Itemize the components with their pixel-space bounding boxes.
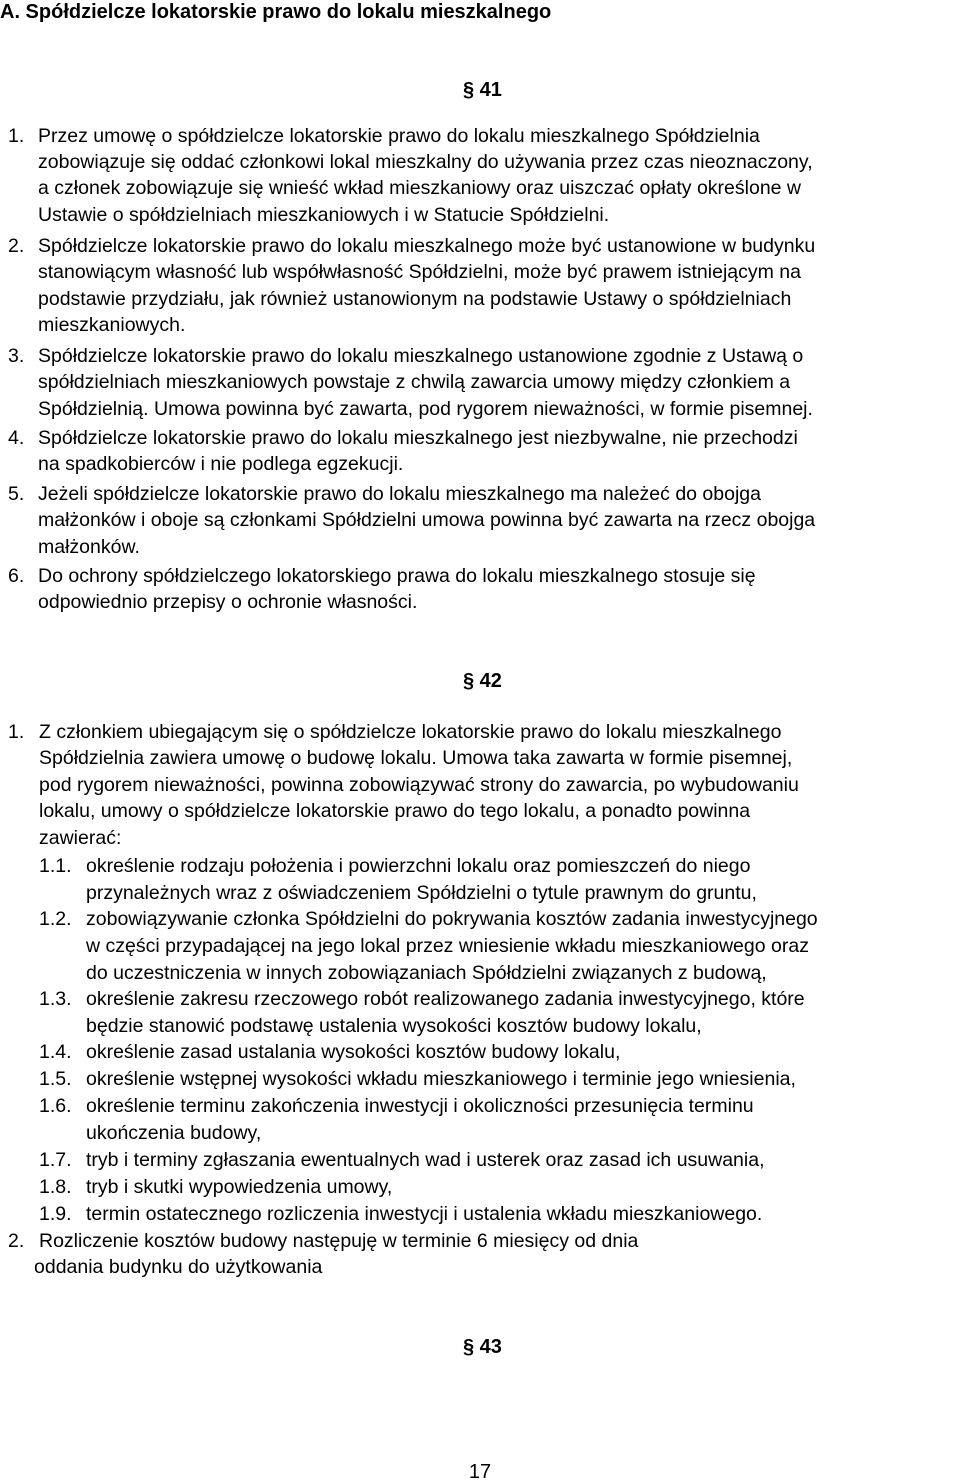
text-line: w części przypadającej na jego lokal przez wniesienie wkładu mieszkaniowego oraz bbox=[86, 935, 809, 957]
paragraph-number: 2. bbox=[8, 235, 25, 257]
text-line: zobowiązywanie członka Spółdzielni do pokrywania kosztów zadania inwestycyjnego bbox=[86, 908, 818, 930]
text-line: na spadkobierców i nie podlega egzekucji. bbox=[38, 453, 404, 476]
section-mark-42: § 42 bbox=[463, 670, 502, 692]
text-line: podstawie przydziału, jak również ustanowionym na podstawie Ustawy o spółdzielniach bbox=[38, 287, 792, 310]
paragraph-number: 1. bbox=[8, 125, 25, 147]
text-line: tryb i skutki wypowiedzenia umowy, bbox=[86, 1176, 393, 1198]
paragraph-41-5 bbox=[8, 481, 960, 560]
text-line: spółdzielniach mieszkaniowych powstaje z chwilą zawarcia umowy między członkiem a bbox=[38, 371, 791, 394]
subitem-1-7 bbox=[39, 1147, 960, 1174]
paragraph-number: 6. bbox=[8, 565, 25, 587]
text-line: będzie stanowić podstawę ustalenia wysokości kosztów budowy lokalu, bbox=[86, 1015, 702, 1037]
subitem-1-1 bbox=[39, 853, 960, 907]
paragraph-41-1 bbox=[8, 123, 960, 149]
text-line: zawierać: bbox=[39, 826, 122, 849]
paragraph-42-2-cont bbox=[34, 1254, 960, 1280]
text-line: określenie zakresu rzeczowego robót realizowanego zadania inwestycyjnego, które bbox=[86, 988, 805, 1010]
text-line: do uczestniczenia w innych zobowiązaniach Spółdzielni związanych z budową, bbox=[86, 962, 767, 984]
text-line: Jeżeli spółdzielcze lokatorskie prawo do lokalu mieszkalnego ma należeć do obojga bbox=[38, 483, 761, 505]
paragraph-number: 2. bbox=[8, 1230, 25, 1252]
text-line: Z członkiem ubiegającym się o spółdzielcze lokatorskie prawo do lokalu mieszkalnego bbox=[39, 721, 782, 743]
text-line: zobowiązuje się oddać członkowi lokal mieszkalny do używania przez czas nieoznaczony, bbox=[38, 151, 813, 173]
paragraph-42-1 bbox=[8, 719, 960, 851]
paragraph-41-6 bbox=[8, 563, 960, 616]
paragraph-number: 3. bbox=[8, 345, 25, 367]
subitem-number: 1.5. bbox=[39, 1068, 72, 1090]
text-line: Przez umowę o spółdzielcze lokatorskie prawo do lokalu mieszkalnego Spółdzielnia bbox=[38, 125, 760, 147]
text-line: ukończenia budowy, bbox=[86, 1122, 262, 1144]
subitem-number: 1.8. bbox=[39, 1176, 72, 1198]
paragraph-number: 4. bbox=[8, 427, 25, 449]
subitem-1-2 bbox=[39, 906, 960, 987]
paragraph-number: 5. bbox=[8, 483, 25, 505]
text-line: Spółdzielnią. Umowa powinna być zawarta, pod rygorem nieważności, w formie pisemnej. bbox=[38, 397, 813, 420]
subitem-1-9 bbox=[39, 1201, 960, 1228]
text-line: mieszkaniowych. bbox=[38, 314, 186, 337]
text-line: określenie rodzaju położenia i powierzchni lokalu oraz pomieszczeń do niego bbox=[86, 855, 751, 877]
subitem-1-5 bbox=[39, 1066, 960, 1093]
subitem-1-8 bbox=[39, 1174, 960, 1201]
text-line: przynależnych wraz z oświadczeniem Spółdzielni o tytule prawnym do gruntu, bbox=[86, 882, 757, 904]
text-line: małżonków. bbox=[38, 535, 140, 558]
text-line: określenie terminu zakończenia inwestycji i okoliczności przesunięcia terminu bbox=[86, 1095, 754, 1117]
document-heading: A. Spółdzielcze lokatorskie prawo do lokalu mieszkalnego bbox=[0, 1, 552, 23]
subitem-number: 1.2. bbox=[39, 908, 72, 930]
text-line: Do ochrony spółdzielczego lokatorskiego prawa do lokalu mieszkalnego stosuje się bbox=[38, 565, 756, 587]
text-line: Spółdzielnia zawiera umowę o budowę lokalu. Umowa taka zawarta w formie pisemnej, bbox=[39, 747, 793, 770]
subitem-number: 1.6. bbox=[39, 1095, 72, 1117]
section-mark-41: § 41 bbox=[463, 79, 502, 101]
subitem-number: 1.4. bbox=[39, 1041, 72, 1063]
paragraph-number: 1. bbox=[8, 721, 25, 743]
text-line: określenie wstępnej wysokości wkładu mieszkaniowego i terminie jego wniesienia, bbox=[86, 1068, 796, 1090]
section-mark-43: § 43 bbox=[463, 1336, 502, 1358]
text-line: termin ostatecznego rozliczenia inwestycji i ustalenia wkładu mieszkaniowego. bbox=[86, 1203, 763, 1225]
text-line: pod rygorem nieważności, powinna zobowiązywać strony do zawarcia, po wybudowaniu bbox=[39, 773, 799, 796]
text-line: a członek zobowiązuje się wnieść wkład mieszkaniowy oraz uiszczać opłaty określone w bbox=[38, 177, 802, 200]
paragraph-41-3 bbox=[8, 343, 960, 422]
text-line: małżonków i oboje są członkami Spółdzielni umowa powinna być zawarta na rzecz obojga bbox=[38, 509, 816, 532]
text-line: Rozliczenie kosztów budowy następuję w terminie 6 miesięcy od dnia bbox=[39, 1230, 639, 1252]
paragraph-41-2 bbox=[8, 233, 960, 339]
text-line: tryb i terminy zgłaszania ewentualnych wad i usterek oraz zasad ich usuwania, bbox=[86, 1149, 765, 1171]
subitem-number: 1.3. bbox=[39, 988, 72, 1010]
text-line: Ustawie o spółdzielniach mieszkaniowych i w Statucie Spółdzielni. bbox=[38, 203, 610, 226]
text-line: Spółdzielcze lokatorskie prawo do lokalu mieszkalnego ustanowione zgodnie z Ustawą o bbox=[38, 345, 804, 367]
text-line: odpowiednio przepisy o ochronie własności. bbox=[38, 591, 418, 614]
subitem-1-6 bbox=[39, 1093, 960, 1147]
text-line: Spółdzielcze lokatorskie prawo do lokalu mieszkalnego jest niezbywalne, nie przechodzi bbox=[38, 427, 798, 449]
subitem-1-3 bbox=[39, 986, 960, 1040]
text-line: Spółdzielcze lokatorskie prawo do lokalu mieszkalnego może być ustanowione w budynku bbox=[38, 235, 816, 257]
paragraph-41-1-cont bbox=[38, 149, 960, 228]
subitem-number: 1.7. bbox=[39, 1149, 72, 1171]
text-line: lokalu, umowy o spółdzielcze lokatorskie prawo do tego lokalu, a ponadto powinna bbox=[39, 800, 751, 823]
text-line: stanowiącym własność lub współwłasność Spółdzielni, może być prawem istniejącym na bbox=[38, 261, 801, 284]
subitem-number: 1.9. bbox=[39, 1203, 72, 1225]
paragraph-41-4 bbox=[8, 425, 960, 478]
subitem-1-4 bbox=[39, 1039, 960, 1066]
text-line: oddania budynku do użytkowania bbox=[34, 1256, 323, 1278]
paragraph-42-2 bbox=[8, 1228, 960, 1254]
text-line: określenie zasad ustalania wysokości kosztów budowy lokalu, bbox=[86, 1041, 621, 1063]
page-number: 17 bbox=[468, 1461, 492, 1483]
subitem-number: 1.1. bbox=[39, 855, 72, 877]
